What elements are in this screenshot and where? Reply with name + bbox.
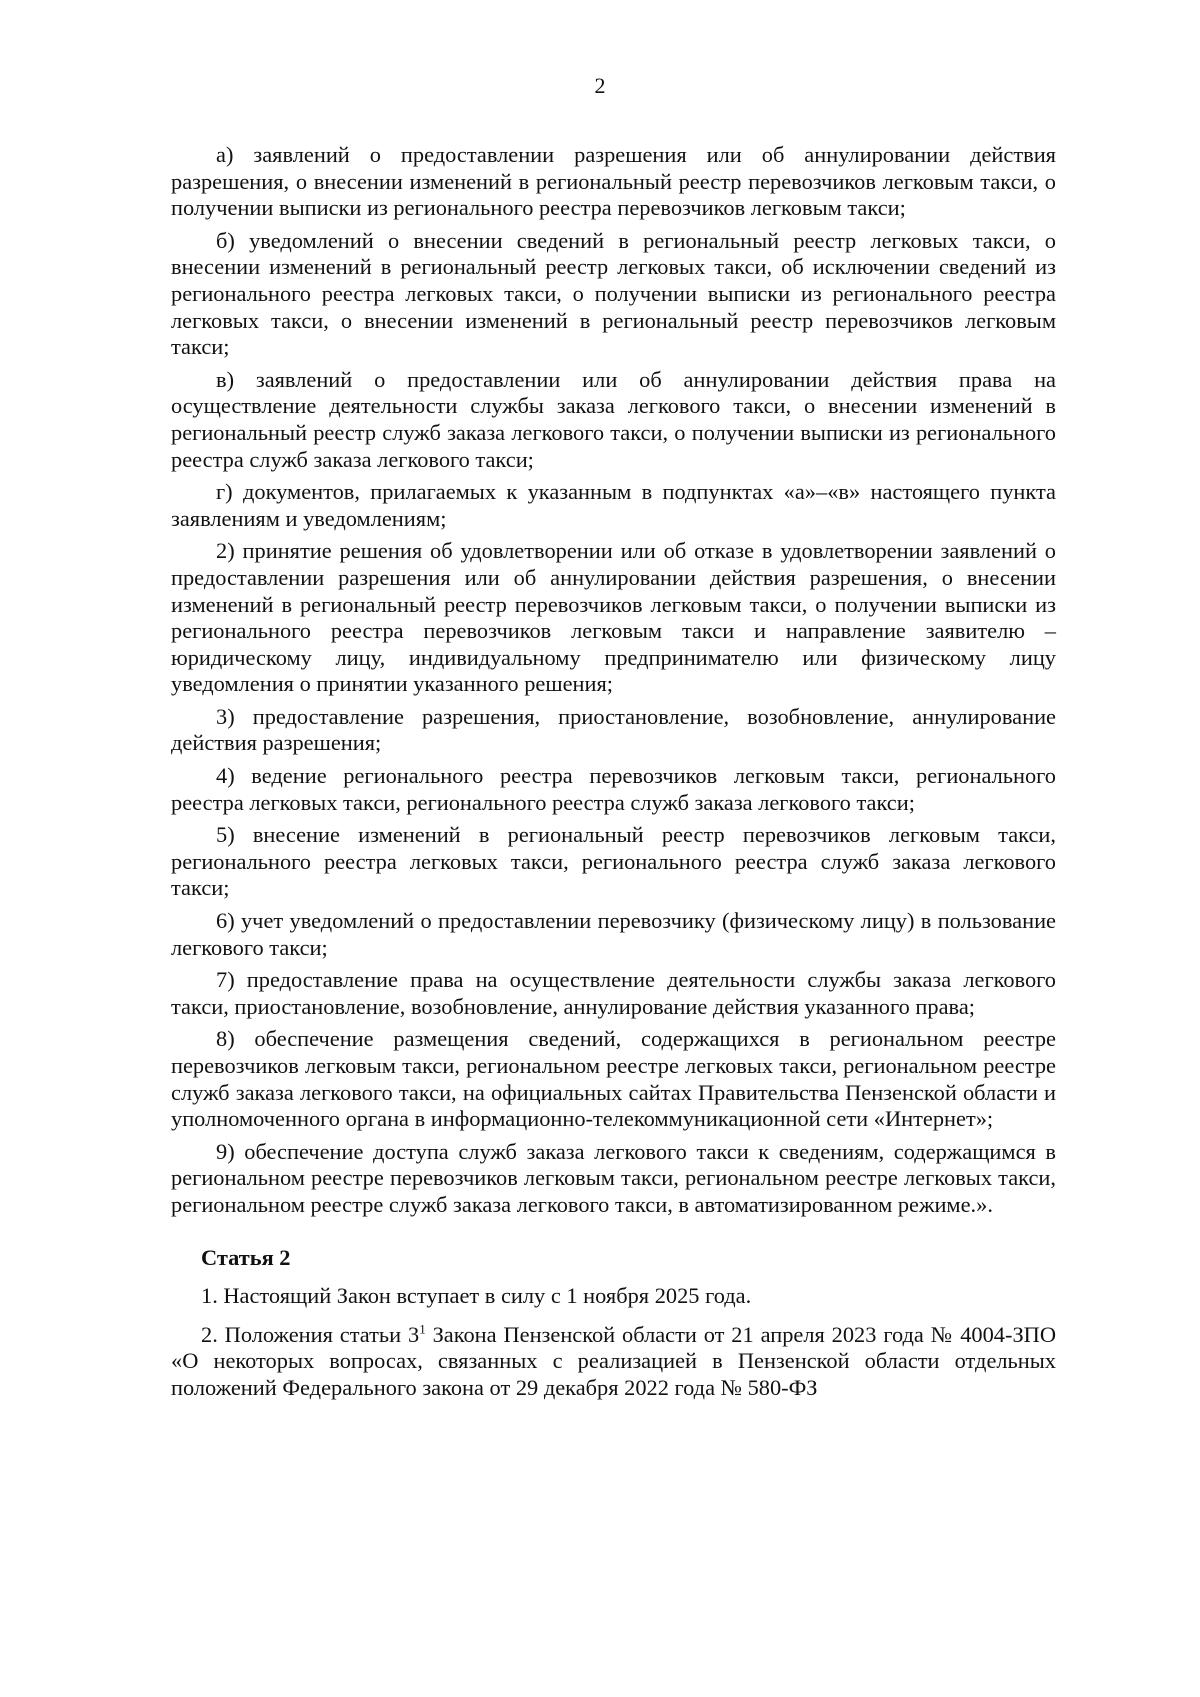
list-item-g: г) документов, прилагаемых к указанным в подпунктах «а»–«в» настоящего пункта заявлениям и уведомлениям; bbox=[171, 479, 1056, 531]
list-item-5: 5) внесение изменений в региональный реестр перевозчиков легковым такси, регионального реестра легковых такси, регионального реестра служб заказа легкового такси; bbox=[171, 822, 1056, 901]
page-number: 2 bbox=[594, 73, 606, 98]
list-item-2: 2) принятие решения об удовлетворении или об отказе в удовлетворении заявлений о предоставлении разрешения или об аннулировании действия разрешения, о внесении изменений в региональный реестр перевозчиков легковым такси, о получении выписки из регионального реестра перевозчиков легковым такси и направление заявителю – юридическому лицу, индивидуальному предпринимателю или физическому лицу уведомления о принятии указанного решения; bbox=[171, 538, 1056, 697]
article-2-point-2-start: 2. Положения статьи 3 bbox=[201, 1321, 420, 1347]
list-item-9: 9) обеспечение доступа служб заказа легкового такси к сведениям, содержащимся в региональном реестре перевозчиков легковым такси, региональном реестре легковых такси, региональном реестре служб заказа легкового такси, в автоматизированном режиме.». bbox=[171, 1138, 1056, 1217]
article-2-point-1: 1. Настоящий Закон вступает в силу с 1 ноября 2025 года. bbox=[201, 1283, 752, 1309]
list-item-6: 6) учет уведомлений о предоставлении перевозчику (физическому лицу) в пользование легкового такси; bbox=[171, 908, 1056, 960]
list-item-a: а) заявлений о предоставлении разрешения или об аннулировании действия разрешения, о внесении изменений в региональный реестр перевозчиков легковым такси, о получении выписки из регионального реестра перевозчиков легковым такси; bbox=[171, 142, 1056, 221]
list-item-b: б) уведомлений о внесении сведений в региональный реестр легковых такси, о внесении изменений в региональный реестр легковых такси, об исключении сведений из регионального реестра легковых такси, о получении выписки из регионального реестра легковых такси, о внесении изменений в региональный реестр перевозчиков легковым такси; bbox=[171, 227, 1056, 360]
article-number-superscript: 1 bbox=[419, 1321, 426, 1337]
article-2-point-2-rest: Закона Пензенской области от 21 апреля 2023 года № 4004-ЗПО «О некоторых вопросах, связанных с реализацией в Пензенской области отдельных положений Федерального закона от 29 декабря 2022 года № 580-ФЗ bbox=[171, 1321, 1056, 1400]
list-item-8: 8) обеспечение размещения сведений, содержащихся в региональном реестре перевозчиков легковым такси, региональном реестре легковых такси, региональном реестре служб заказа легкового такси, на официальных сайтах Правительства Пензенской области и уполномоченного органа в информационно-телекоммуникационной сети «Интернет»; bbox=[171, 1026, 1056, 1132]
article-2-heading: Статья 2 bbox=[201, 1244, 291, 1270]
list-item-4: 4) ведение регионального реестра перевозчиков легковым такси, регионального реестра легковых такси, регионального реестра служб заказа легкового такси; bbox=[171, 763, 1056, 815]
list-item-7: 7) предоставление права на осуществление деятельности службы заказа легкового такси, приостановление, возобновление, аннулирование действия указанного права; bbox=[171, 967, 1056, 1019]
list-item-v: в) заявлений о предоставлении или об аннулировании действия права на осуществление деятельности службы заказа легкового такси, о внесении изменений в региональный реестр служб заказа легкового такси, о получении выписки из регионального реестра служб заказа легкового такси; bbox=[171, 366, 1056, 472]
article-2-point-2 bbox=[171, 1322, 1056, 1402]
list-item-3: 3) предоставление разрешения, приостановление, возобновление, аннулирование действия разрешения; bbox=[171, 703, 1056, 756]
document-body bbox=[171, 142, 1056, 1414]
